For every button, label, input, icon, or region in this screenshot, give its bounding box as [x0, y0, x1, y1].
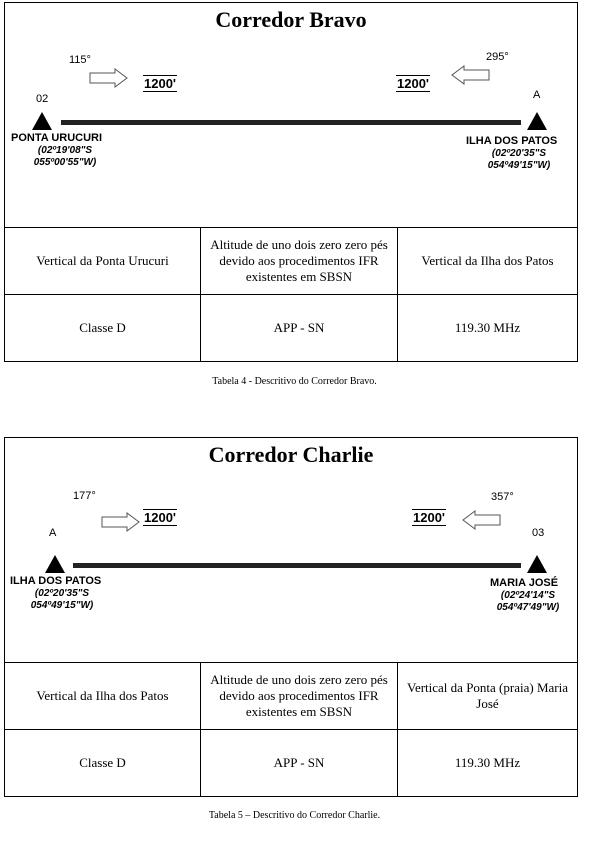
left-heading-label: 177°: [73, 490, 96, 502]
table-caption-charlie: Tabela 5 – Descritivo do Corredor Charlie.: [208, 810, 381, 821]
table-caption-bravo: Tabela 4 - Descritivo do Corredor Bravo.: [212, 376, 377, 387]
table-cell: APP - SN: [201, 295, 398, 361]
right-point-id: 03: [532, 527, 545, 539]
table-cell: Classe D: [5, 295, 201, 361]
table-cell: 119.30 MHz: [454, 320, 521, 335]
right-point-coordinates: (02º24'14"S 054º47'49"W): [496, 590, 560, 613]
corridor-charlie-table: [4, 437, 578, 797]
left-point-name: PONTA URUCURI: [11, 132, 103, 144]
left-point-coordinates: (02º20'35"S 054º49'15"W): [30, 588, 94, 611]
table-cell: Vertical da Ponta Urucuri: [5, 228, 201, 294]
left-arrow-icon: [450, 65, 490, 85]
table-cell: Vertical da Ilha dos Patos: [5, 663, 201, 729]
table-cell: Altitude de uno dois zero zero pés devido aos procedimentos IFR existentes em SBSN: [201, 228, 398, 294]
corridor-charlie-title: Corredor Charlie: [208, 442, 374, 467]
table-cell: Altitude de uno dois zero zero pés devido aos procedimentos IFR existentes em SBSN: [201, 663, 398, 729]
table-row: [5, 730, 577, 796]
right-point-id: A: [533, 89, 541, 101]
right-heading-label: 295°: [486, 51, 509, 63]
table-row: [5, 228, 577, 295]
table-cell: Vertical da Ilha dos Patos: [421, 253, 554, 268]
right-arrow-icon: [101, 512, 141, 532]
right-point-coordinates: (02º20'35"S 054º49'15"W): [487, 148, 551, 171]
left-heading-label: 115°: [69, 54, 91, 66]
table-cell: APP - SN: [201, 730, 398, 796]
right-altitude-label: 1200': [397, 76, 430, 91]
corridor-route-line: [73, 563, 521, 568]
left-point-name: ILHA DOS PATOS: [10, 575, 102, 587]
left-point-triangle-icon: [32, 112, 52, 130]
left-altitude-label: 1200': [144, 510, 177, 525]
table-cell: 119.30 MHz: [454, 755, 521, 770]
right-altitude-label: 1200': [413, 510, 446, 525]
table-cell: Vertical da Ponta (praia) Maria José: [407, 680, 568, 711]
corridor-bravo-table: [4, 2, 578, 362]
corridor-charlie-diagram: [5, 438, 577, 663]
left-point-id: 02: [36, 93, 49, 105]
left-point-coordinates: (02º19'08"S 055º00'55"W): [33, 145, 97, 168]
right-point-name: ILHA DOS PATOS: [466, 135, 558, 147]
right-heading-label: 357°: [491, 491, 514, 503]
table-row: [5, 663, 577, 730]
corridor-route-line: [61, 120, 521, 125]
corridor-bravo-diagram: [5, 3, 577, 228]
right-arrow-icon: [89, 68, 129, 88]
left-altitude-label: 1200': [144, 76, 177, 91]
right-point-triangle-icon: [527, 112, 547, 130]
left-arrow-icon: [461, 510, 501, 530]
table-cell: Classe D: [5, 730, 201, 796]
left-point-triangle-icon: [45, 555, 65, 573]
corridor-bravo-title: Corredor Bravo: [215, 7, 367, 32]
table-row: [5, 295, 577, 361]
left-point-id: A: [49, 527, 57, 539]
right-point-name: MARIA JOSÉ: [490, 577, 559, 589]
right-point-triangle-icon: [527, 555, 547, 573]
